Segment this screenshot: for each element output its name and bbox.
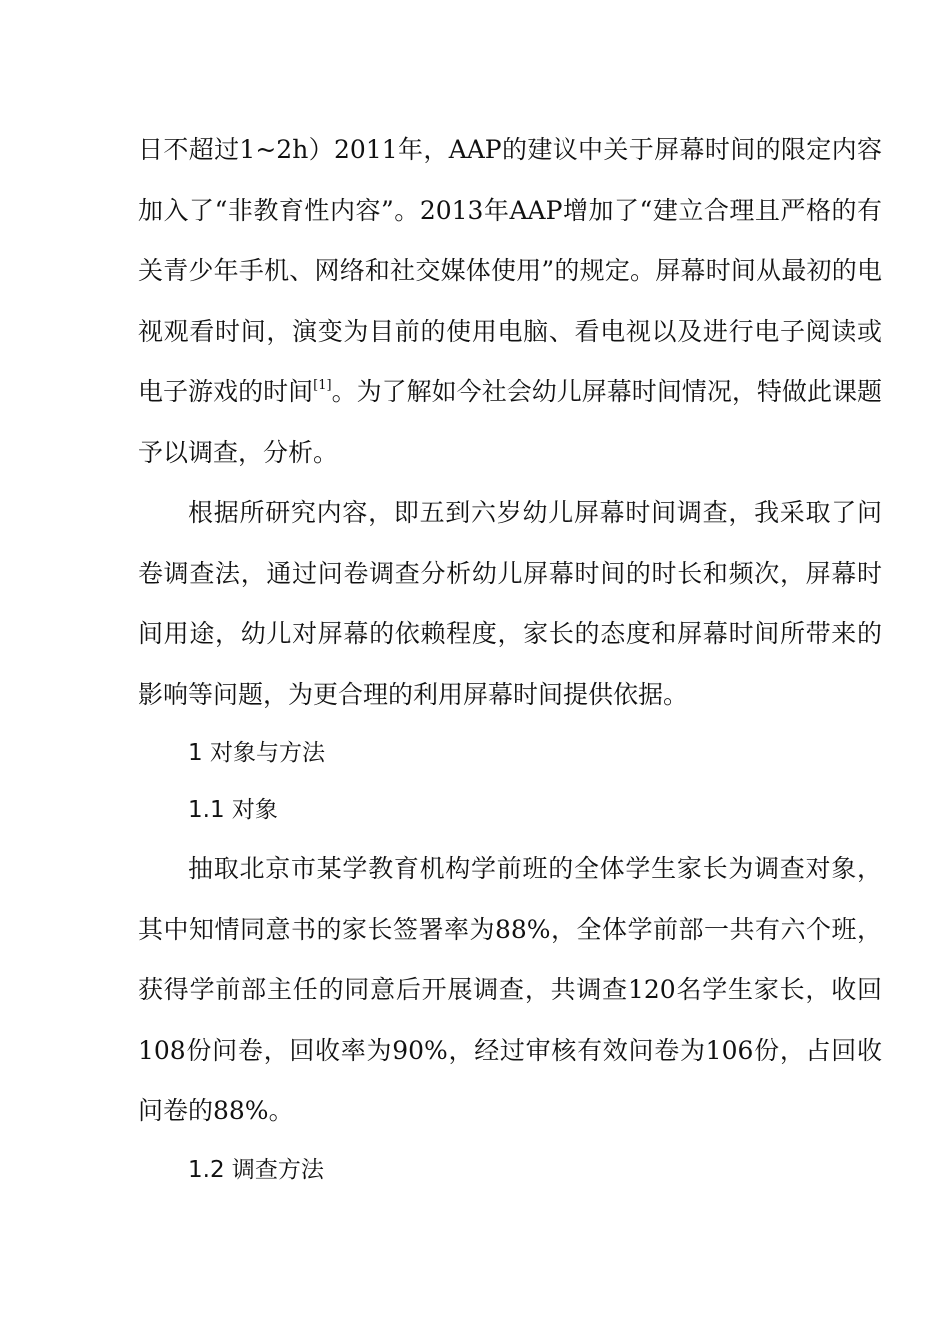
- heading-objects-and-methods: 1 对象与方法: [188, 740, 325, 766]
- heading-survey-method: 1.2 调查方法: [188, 1156, 324, 1183]
- paragraph-background-text: 日不超过1~2h）2011年，AAP的建议中关于屏幕时间的限定内容加入了“非教育性内容”。2013年AAP增加了“建立合理且严格的有关青少年手机、网络和社交媒体使用”的规定。屏幕时间从最初的电视观看时间，演变为目前的使用电脑、看电视以及进行电子阅读或电子游戏的时间: [138, 135, 882, 406]
- paragraph-background-tail: 。为了解如今社会幼儿屏幕时间情况，特做此课题予以调查，分析。: [138, 377, 882, 467]
- paragraph-objects: 抽取北京市某学教育机构学前班的全体学生家长为调查对象，其中知情同意书的家长签署率为88%，全体学前部一共有六个班，获得学前部主任的同意后开展调查，共调查120名学生家长，收回108份问卷，回收率为90%，经过审核有效问卷为106份，占回收问卷的88%。: [138, 854, 882, 1125]
- document-body: [138, 120, 882, 1199]
- paragraph-method-intro: 根据所研究内容，即五到六岁幼儿屏幕时间调查，我采取了问卷调查法，通过问卷调查分析幼儿屏幕时间的时长和频次，屏幕时间用途，幼儿对屏幕的依赖程度，家长的态度和屏幕时间所带来的影响等问题，为更合理的利用屏幕时间提供依据。: [138, 498, 882, 709]
- paragraph-background: [138, 120, 882, 483]
- citation-ref: [1]: [313, 378, 332, 393]
- heading-objects: 1.1 对象: [188, 797, 278, 823]
